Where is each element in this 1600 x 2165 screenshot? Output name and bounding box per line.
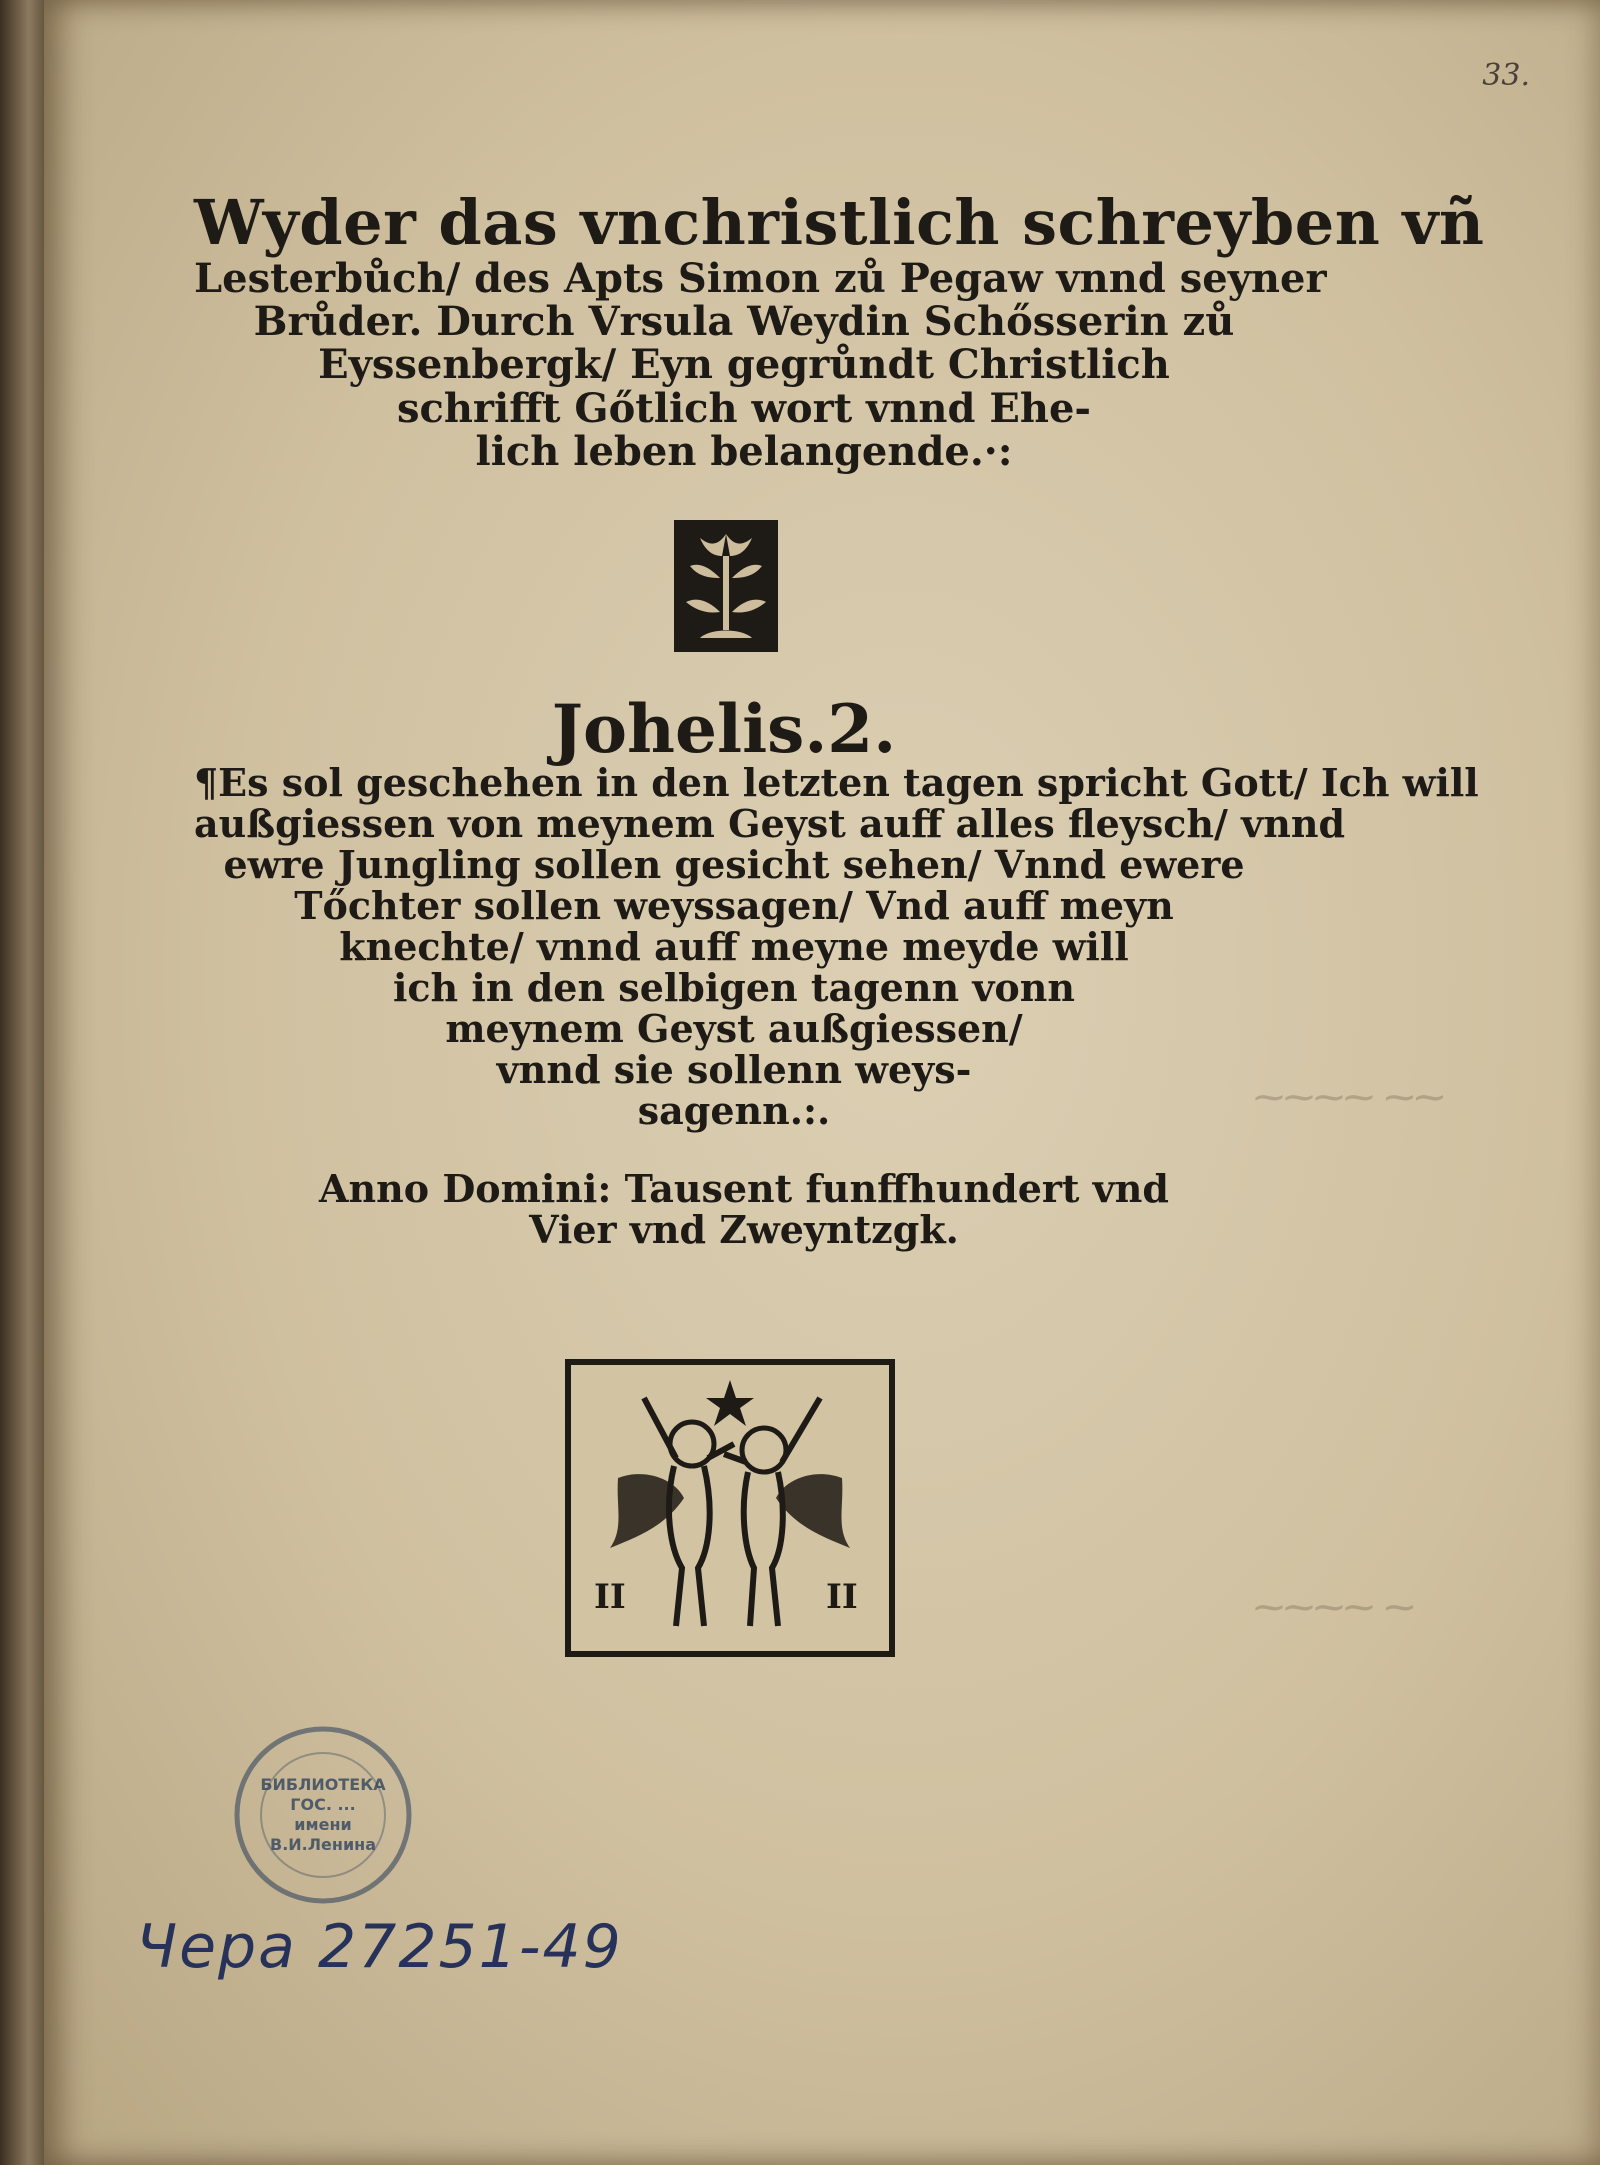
show-through-text: ⁓⁓⁓⁓ ⁓ xyxy=(1254,1590,1415,1625)
book-binding xyxy=(0,0,48,2165)
title-page xyxy=(44,0,1600,2165)
verse-line: vnnd sie sollenn weys- xyxy=(496,1047,972,1093)
stamp-line: БИБЛИОТЕКА xyxy=(260,1775,386,1794)
title-line: Lesterbůch/ des Apts Simon zů Pegaw vnnd seyner xyxy=(194,254,1327,302)
stamp-line: ГОС. ... xyxy=(290,1795,356,1814)
gemini-symbol-right: II xyxy=(826,1577,858,1617)
folio-number: 33. xyxy=(1482,58,1530,93)
verse-line: knechte/ vnnd auff meyne meyde will xyxy=(339,924,1129,970)
verse-line: ewre Jungling sollen gesicht sehen/ Vnnd ewere xyxy=(223,842,1245,888)
shelfmark-handwritten: Чера 27251-49 xyxy=(136,1912,623,1982)
title-block xyxy=(194,186,1485,475)
title-line: Eyssenbergk/ Eyn gegrůndt Christlich xyxy=(318,341,1170,389)
title-line: Brůder. Durch Vrsula Weydin Schősserin zů xyxy=(253,298,1235,346)
fleuron-ornament-icon xyxy=(670,516,782,656)
verse-line: ¶Es sol geschehen in den letzten tagen spricht Gott/ Ich will xyxy=(194,760,1479,805)
gemini-twins-woodcut-icon xyxy=(564,1358,896,1658)
gemini-symbol-left: II xyxy=(594,1577,626,1617)
verse-line: sagenn.:. xyxy=(637,1088,831,1134)
title-line: lich leben belangende.·: xyxy=(475,427,1013,475)
stamp-line: имени xyxy=(294,1815,352,1834)
title-line: Wyder das vnchristlich schreyben vñ xyxy=(194,186,1485,259)
verse-line: meynem Geyst außgiessen/ xyxy=(445,1006,1023,1052)
verse-heading: Johelis.2. xyxy=(551,690,897,768)
title-line: schrifft Gőtlich wort vnnd Ehe- xyxy=(396,384,1092,432)
verse-block xyxy=(194,760,1479,1134)
imprint-date xyxy=(284,1166,1204,1253)
date-line: Anno Domini: Tausent funffhundert vnd xyxy=(319,1166,1169,1211)
show-through-text: ⁓⁓⁓⁓ ⁓⁓ xyxy=(1254,1080,1445,1115)
verse-line: außgiessen von meynem Geyst auff alles fleysch/ vnnd xyxy=(194,801,1346,847)
stamp-line: В.И.Ленина xyxy=(270,1835,376,1854)
verse-line: Tőchter sollen weyssagen/ Vnd auff meyn xyxy=(294,883,1174,929)
date-line: Vier vnd Zweyntzgk. xyxy=(529,1207,959,1253)
library-stamp xyxy=(230,1722,416,1908)
verse-line: ich in den selbigen tagenn vonn xyxy=(392,965,1076,1011)
